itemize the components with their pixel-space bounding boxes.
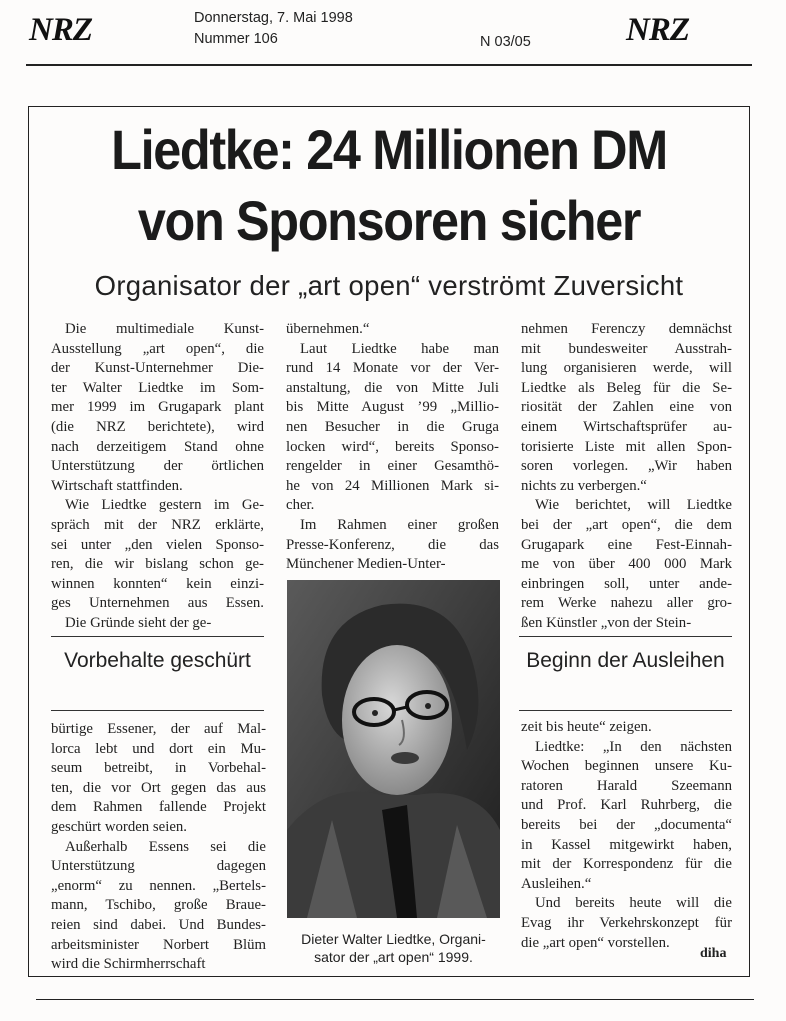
- column-1-bottom: [51, 720, 266, 975]
- text-line: ren, die wir bislang schon ge-: [51, 556, 264, 573]
- text-line: bürtige Essener, der auf Mal-: [51, 721, 266, 737]
- text-line: mann, Tschibo, große Braue-: [51, 897, 266, 914]
- text-line: soren vorlegen. „Wir haben: [521, 458, 732, 475]
- text-line: spräch mit der NRZ erklärte,: [51, 516, 264, 533]
- column-3-bottom: [521, 718, 732, 953]
- text-line: (die NRZ berichtete), wird: [51, 418, 264, 435]
- headline-line-1: Liedtke: 24 Millionen DM: [111, 118, 667, 181]
- column-3-top: [521, 320, 732, 634]
- text-line: wird die Schirmherrschaft: [51, 956, 206, 973]
- text-line: Liedtke als Beleg für die Se-: [521, 379, 732, 396]
- footer-rule: [36, 999, 754, 1000]
- text-line: cher.: [286, 497, 315, 514]
- text-line: übernehmen.“: [286, 321, 370, 337]
- text-line: nichts zu verbergen.“: [521, 477, 647, 494]
- text-line: Wirtschaft stattfinden.: [51, 477, 183, 494]
- text-line: in Kassel mitgewirkt haben,: [521, 836, 732, 853]
- text-line: ter Walter Liedtke im Som-: [51, 379, 264, 396]
- text-line: reien sind dabei. Und Bundes-: [51, 916, 266, 933]
- text-line: seum betreibt, in Vorbehal-: [51, 760, 266, 777]
- text-line: arbeitsminister Norbert Blüm: [51, 936, 266, 953]
- text-line: rem Werke nahezu aller gro-: [521, 595, 732, 612]
- text-line: Laut Liedtke habe man: [300, 340, 499, 357]
- text-line: riosität der Zahlen eine von: [521, 399, 732, 416]
- text-line: nehmen Ferenczy demnächst: [521, 321, 732, 337]
- text-line: rund 14 Monate vor der Ver-: [286, 360, 499, 377]
- photo-caption-line-2: sator der „art open“ 1999.: [314, 949, 473, 965]
- crosshead-left-rule-bottom: [51, 710, 264, 711]
- text-line: ßen Künstler „von der Stein-: [521, 614, 692, 631]
- text-line: Liedtke: „In den nächsten: [535, 738, 732, 755]
- portrait-photo: [287, 580, 500, 918]
- crosshead-right: Beginn der Ausleihen: [526, 649, 725, 672]
- text-line: rengelder in einer Gesamthö-: [286, 458, 499, 475]
- text-line: winnen konnten“ kein einzi-: [51, 575, 264, 592]
- text-line: bereits bei der „documenta“: [521, 816, 732, 833]
- text-line: Unterstützung der örtlichen: [51, 458, 264, 475]
- text-line: die „art open“ vorstellen.: [521, 934, 670, 951]
- text-line: Außerhalb Essens sei die: [65, 838, 266, 855]
- text-line: Die Gründe sieht der ge-: [65, 614, 212, 631]
- text-line: Ausstellung „art open“, die: [51, 340, 264, 357]
- issue-date: Donnerstag, 7. Mai 1998: [194, 10, 353, 26]
- column-1-top: [51, 320, 264, 634]
- text-line: der Kunst-Unternehmer Die-: [51, 360, 264, 377]
- issue-number: Nummer 106: [194, 31, 278, 47]
- portrait-illustration: [287, 580, 500, 918]
- text-line: me von über 400 000 Mark: [521, 556, 732, 573]
- text-line: geschürt worden seien.: [51, 818, 188, 835]
- text-line: mer 1999 im Grugapark plant: [51, 399, 264, 416]
- newspaper-logo-left: NRZ: [29, 12, 92, 48]
- text-line: Die multimediale Kunst-: [65, 321, 264, 337]
- text-line: Grugapark eine Fest-Einnah-: [521, 536, 732, 553]
- text-line: Wie Liedtke gestern im Ge-: [65, 497, 264, 514]
- text-line: mit der Korrespondenz für die: [521, 856, 732, 873]
- text-line: Presse-Konferenz, die das: [286, 536, 499, 553]
- text-line: nen Besucher in die Gruga: [286, 418, 499, 435]
- crosshead-right-rule-bottom: [519, 710, 732, 711]
- text-line: einem Wirtschaftsprüfer au-: [521, 418, 732, 435]
- text-line: lung organisieren werde, will: [521, 360, 732, 377]
- text-line: anstaltung, die von Mitte Juli: [286, 379, 499, 396]
- text-line: Und bereits heute will die: [535, 895, 732, 912]
- text-line: einbringen soll, unter ande-: [521, 575, 732, 592]
- text-line: mit bundesweiter Ausstrah-: [521, 340, 732, 357]
- text-line: he von 24 Millionen Mark si-: [286, 477, 499, 494]
- newspaper-logo-right: NRZ: [626, 12, 689, 48]
- page-code: N 03/05: [480, 34, 531, 50]
- photo-caption-line-1: Dieter Walter Liedtke, Organi-: [301, 931, 486, 947]
- author-signature: diha: [700, 946, 727, 961]
- text-line: Ausleihen.“: [521, 875, 592, 892]
- header-rule: [26, 64, 752, 66]
- headline-line-2: von Sponsoren sicher: [137, 189, 641, 252]
- text-line: nach derzeitigem Stand ohne: [51, 438, 264, 455]
- text-line: Wochen beginnen unsere Ku-: [521, 758, 732, 775]
- text-line: ratoren Harald Szeemann: [521, 777, 732, 794]
- text-line: und Prof. Karl Ruhrberg, die: [521, 797, 732, 814]
- text-line: lorca lebt und dort ein Mu-: [51, 740, 266, 757]
- text-line: torisierte Liste mit allen Spon-: [521, 438, 732, 455]
- text-line: Unterstützung dagegen: [51, 858, 266, 875]
- crosshead-left-rule-top: [51, 636, 264, 637]
- text-line: bis Mitte August ’99 „Millio-: [286, 399, 499, 416]
- text-line: bei der „art open“, die dem: [521, 516, 732, 533]
- text-line: ten, die vor Ort gegen das aus: [51, 779, 266, 796]
- column-2: [286, 320, 499, 575]
- text-line: locken wird“, bereits Sponso-: [286, 438, 499, 455]
- text-line: ges Unternehmen aus Essen.: [51, 595, 264, 612]
- text-line: dem Rahmen fallende Projekt: [51, 799, 266, 816]
- text-line: Wie berichtet, will Liedtke: [535, 497, 732, 514]
- text-line: „enorm“ zu nennen. „Bertels-: [51, 877, 266, 894]
- text-line: Evag ihr Verkehrskonzept für: [521, 914, 732, 931]
- text-line: sei unter „den vielen Sponso-: [51, 536, 264, 553]
- text-line: Münchener Medien-Unter-: [286, 556, 446, 573]
- text-line: Im Rahmen einer großen: [300, 516, 499, 533]
- crosshead-left: Vorbehalte geschürt: [64, 649, 251, 672]
- subheadline: Organisator der „art open“ verströmt Zuversicht: [94, 270, 684, 301]
- crosshead-right-rule-top: [519, 636, 732, 637]
- text-line: zeit bis heute“ zeigen.: [521, 719, 652, 735]
